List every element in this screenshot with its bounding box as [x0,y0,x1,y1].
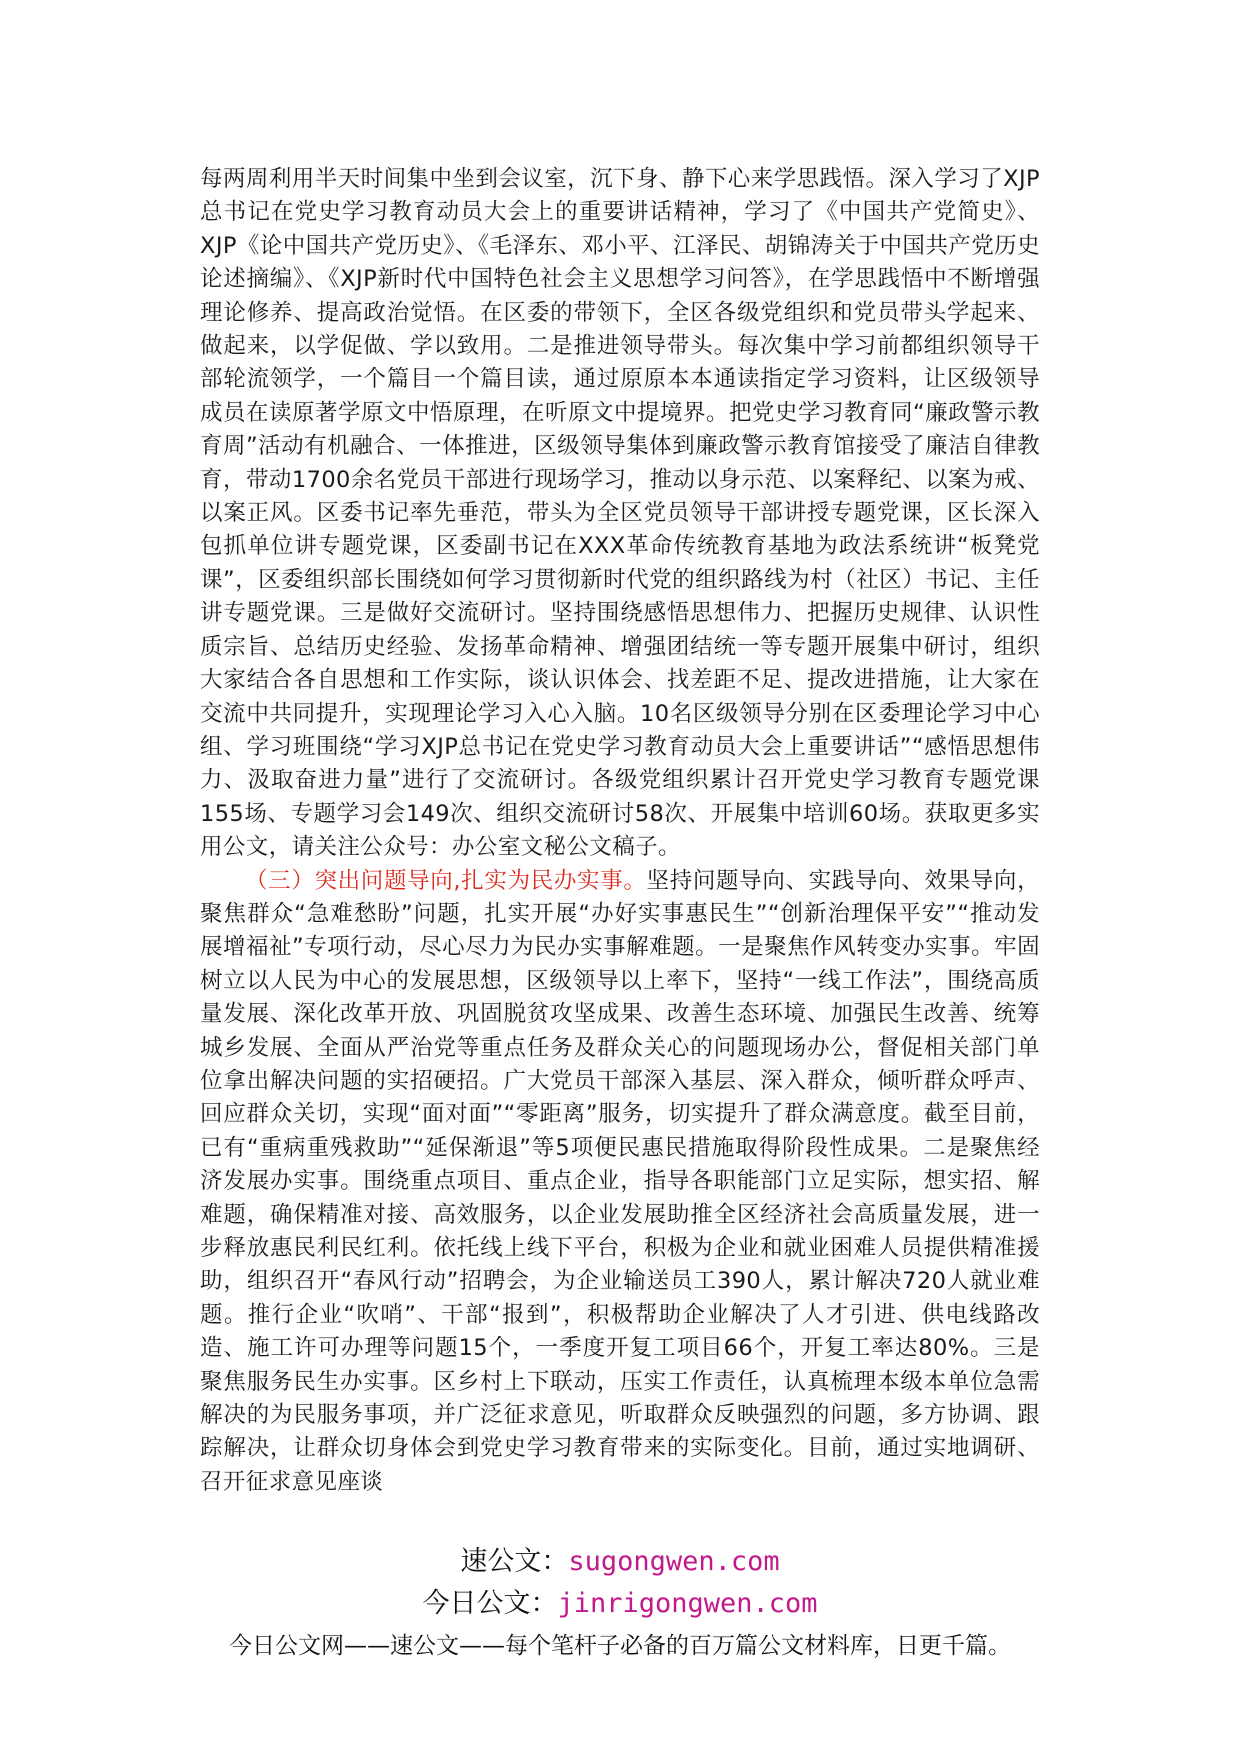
footer-jinrigongwen [0,1586,1240,1622]
section-3-body: 坚持问题导向、实践导向、效果导向，聚焦群众“急难愁盼”问题，扎实开展“办好实事惠民生”“创新治理保平安”“推动发展增福祉”专项行动，尽心尽力为民办实事解难题。一是聚焦作风转变办实事。牢固树立以人民为中心的发展思想，区级领导以上率下，坚持“一线工作法”，围绕高质量发展、深化改革开放、巩固脱贫攻坚成果、改善生态环境、加强民生改善、统筹城乡发展、全面从严治党等重点任务及群众关心的问题现场办公，督促相关部门单位拿出解决问题的实招硬招。广大党员干部深入基层、深入群众，倾听群众呼声、回应群众关切，实现“面对面”“零距离”服务，切实提升了群众满意度。截至目前，已有“重病重残救助”“延保渐退”等5项便民惠民措施取得阶段性成果。二是聚焦经济发展办实事。围绕重点项目、重点企业，指导各职能部门立足实际，想实招、解难题，确保精准对接、高效服务，以企业发展助推全区经济社会高质量发展，进一步释放惠民利民红利。依托线上线下平台，积极为企业和就业困难人员提供精准援助，组织召开“春风行动”招聘会，为企业输送员工390人，累计解决720人就业难题。推行企业“吹哨”、干部“报到”，积极帮助企业解决了人才引进、供电线路改造、施工许可办理等问题15个，一季度开复工项目66个，开复工率达80%。三是聚焦服务民生办实事。区乡村上下联动，压实工作责任，认真梳理本级本单位急需解决的为民服务事项，并广泛征求意见，听取群众反映强烈的问题，多方协调、跟踪解决，让群众切身体会到党史学习教育带来的实际变化。目前，通过实地调研、召开征求意见座谈 [200,867,1040,1495]
footer-sugongwen-label: 速公文： [460,1546,569,1577]
footer-sugongwen [0,1544,1240,1580]
footer-sugongwen-link[interactable]: sugongwen.com [568,1546,780,1577]
document-body [200,163,1040,1499]
body-paragraph-1: 每两周利用半天时间集中坐到会议室，沉下身、静下心来学思践悟。深入学习了XJP总书记在党史学习教育动员大会上的重要讲话精神，学习了《中国共产党简史》、XJP《论中国共产党历史》、《毛泽东、邓小平、江泽民、胡锦涛关于中国共产党历史论述摘编》、《XJP新时代中国特色社会主义思想学习问答》，在学思践悟中不断增强理论修养、提高政治觉悟。在区委的带领下，全区各级党组织和党员带头学起来、做起来，以学促做、学以致用。二是推进领导带头。每次集中学习前都组织领导干部轮流领学，一个篇目一个篇目读，通过原原本本通读指定学习资料，让区级领导成员在读原著学原文中悟原理，在听原文中提境界。把党史学习教育同“廉政警示教育周”活动有机融合、一体推进，区级领导集体到廉政警示教育馆接受了廉洁自律教育，带动1700余名党员干部进行现场学习，推动以身示范、以案释纪、以案为戒、以案正风。区委书记率先垂范，带头为全区党员领导干部讲授专题党课，区长深入包抓单位讲专题党课，区委副书记在XXX革命传统教育基地为政法系统讲“板凳党课”，区委组织部长围绕如何学习贯彻新时代党的组织路线为村（社区）书记、主任讲专题党课。三是做好交流研讨。坚持围绕感悟思想伟力、把握历史规律、认识性质宗旨、总结历史经验、发扬革命精神、增强团结统一等专题开展集中研讨，组织大家结合各自思想和工作实际，谈认识体会、找差距不足、提改进措施，让大家在交流中共同提升，实现理论学习入心入脑。10名区级领导分别在区委理论学习中心组、学习班围绕“学习XJP总书记在党史学习教育动员大会上重要讲话”“感悟思想伟力、汲取奋进力量”进行了交流研讨。各级党组织累计召开党史学习教育专题党课155场、专题学习会149次、组织交流研讨58次、开展集中培训60场。获取更多实用公文，请关注公众号：办公室文秘公文稿子。 [200,166,1040,861]
footer-tagline: 今日公文网——速公文——每个笔杆子必备的百万篇公文材料库，日更千篇。 [229,1633,1011,1659]
section-3-heading: （三）突出问题导向,扎实为民办实事。 [245,867,647,894]
footer-jinrigongwen-link[interactable]: jinrigongwen.com [557,1588,818,1619]
footer-jinrigongwen-label: 今日公文： [422,1588,558,1619]
body-paragraph-section-3 [200,865,1040,1500]
